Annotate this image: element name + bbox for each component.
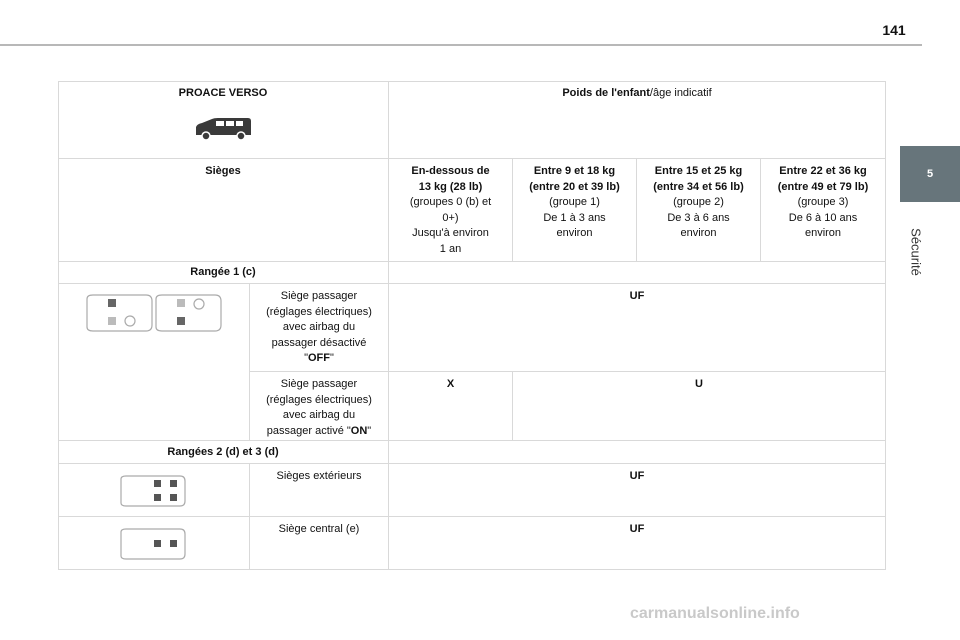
seats-label: Sièges xyxy=(58,159,389,262)
group-weight-lb: (entre 49 et 79 lb) xyxy=(777,180,869,193)
quote: " xyxy=(330,352,334,364)
rear-outer-seats-diagram-icon xyxy=(118,474,188,508)
label-line: Siège passager xyxy=(280,378,358,390)
weight-header-cell xyxy=(389,81,886,159)
chapter-label xyxy=(896,212,936,292)
rear-outer-image-cell xyxy=(58,464,250,517)
group-line: environ xyxy=(680,227,717,239)
quote: " xyxy=(304,352,308,364)
label-line xyxy=(250,424,388,440)
passenger-on-value-other: U xyxy=(513,372,886,441)
group-weight: Entre 22 et 36 kg xyxy=(779,165,867,177)
passenger-off-value: UF xyxy=(389,284,886,372)
group-cell-1 xyxy=(513,159,637,262)
row23-label: Rangées 2 (d) et 3 (d) xyxy=(58,441,389,464)
vehicle-name: PROACE VERSO xyxy=(178,87,268,99)
front-seats-diagram-icon xyxy=(84,293,224,333)
child-seat-table xyxy=(58,81,886,570)
label-line: avec airbag du xyxy=(282,409,356,421)
center-seat-value: UF xyxy=(389,517,886,570)
group-weight-lb: (entre 34 et 56 lb) xyxy=(653,180,744,193)
center-seat-label: Siège central (e) xyxy=(250,517,389,570)
header-rule xyxy=(0,44,922,46)
group-line: environ xyxy=(804,227,842,239)
label-line: avec airbag du xyxy=(282,321,356,333)
group-line: De 6 à 10 ans xyxy=(788,211,858,224)
chapter-title: Sécurité xyxy=(908,228,924,276)
group-cell-3 xyxy=(761,159,886,262)
group-weight-lb: 13 kg (28 lb) xyxy=(418,180,483,193)
group-line: (groupes 0 (b) et xyxy=(409,196,492,208)
group-cell-2 xyxy=(637,159,761,262)
chapter-tab[interactable]: 5 xyxy=(900,146,960,202)
passenger-off-label xyxy=(250,284,389,372)
group-weight: Entre 15 et 25 kg xyxy=(654,165,743,177)
rear-center-seat-diagram-icon xyxy=(118,527,188,561)
vehicle-cell xyxy=(58,81,389,159)
group-weight: En-dessous de xyxy=(411,165,490,177)
weight-header-bold: Poids de l'enfant xyxy=(562,87,650,99)
outer-seats-value: UF xyxy=(389,464,886,517)
group-line: 1 an xyxy=(439,242,462,255)
airbag-state: OFF xyxy=(308,352,330,364)
airbag-state: ON xyxy=(350,424,368,437)
label-line: passager désactivé xyxy=(271,336,367,349)
group-cell-0 xyxy=(389,159,513,262)
label-line xyxy=(250,351,388,367)
group-weight-lb: (entre 20 et 39 lb) xyxy=(529,180,620,193)
page-number: 141 xyxy=(882,22,906,38)
watermark: carmanualsonline.info xyxy=(630,605,800,622)
group-line: De 1 à 3 ans xyxy=(543,211,606,224)
group-line: 0+) xyxy=(442,211,459,224)
row23-empty xyxy=(389,441,886,464)
passenger-on-value-group0: X xyxy=(389,372,513,441)
weight-header-rest: /âge indicatif xyxy=(649,87,712,99)
group-line: (groupe 1) xyxy=(549,196,600,208)
label-line: (réglages électriques) xyxy=(266,305,372,318)
front-seats-image-cell xyxy=(58,284,250,441)
group-line: (groupe 2) xyxy=(673,196,724,208)
row1-label: Rangée 1 (c) xyxy=(58,262,389,284)
label-line: Siège passager xyxy=(280,290,358,302)
group-weight: Entre 9 et 18 kg xyxy=(533,165,616,177)
outer-seats-label: Sièges extérieurs xyxy=(250,464,389,517)
group-line: environ xyxy=(556,227,593,239)
row1-empty xyxy=(389,262,886,284)
label-line: (réglages électriques) xyxy=(266,393,372,406)
group-line: Jusqu'à environ xyxy=(412,227,489,239)
label-text: passager activé " xyxy=(266,424,351,437)
rear-center-image-cell xyxy=(58,517,250,570)
quote: " xyxy=(367,424,372,437)
group-line: (groupe 3) xyxy=(797,196,849,208)
passenger-on-label xyxy=(250,372,389,441)
van-icon xyxy=(194,115,254,141)
group-line: De 3 à 6 ans xyxy=(667,211,730,224)
